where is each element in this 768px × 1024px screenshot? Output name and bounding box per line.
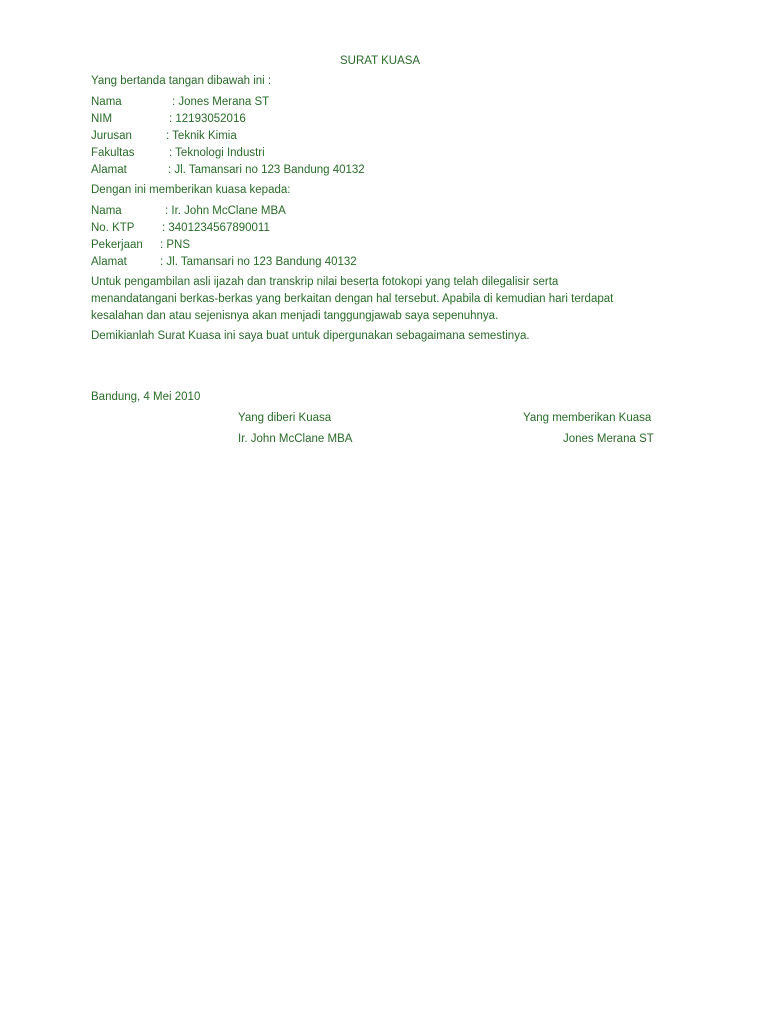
grantee-ktp-label: No. KTP <box>91 222 135 234</box>
grantor-fakultas-label: Fakultas <box>91 147 135 159</box>
purpose-line: Untuk pengambilan asli ijazah dan transkrip nilai beserta fotokopi yang telah dilegalisir serta <box>91 276 559 288</box>
grantee-ktp-value: : 3401234567890011 <box>162 222 270 234</box>
grantee-name-label: Nama <box>91 205 122 217</box>
grantor-jurusan-label: Jurusan <box>91 130 132 142</box>
grantee-pekerjaan-label: Pekerjaan <box>91 239 143 251</box>
purpose-line: menandatangani berkas-berkas yang berkaitan dengan hal tersebut. Apabila di kemudian hari terdapat <box>91 293 614 305</box>
grantee-alamat-value: : Jl. Tamansari no 123 Bandung 40132 <box>160 256 357 268</box>
closing-statement: Demikianlah Surat Kuasa ini saya buat untuk dipergunakan sebagaimana semestinya. <box>91 330 530 342</box>
grantor-alamat-label: Alamat <box>91 164 127 176</box>
grantor-name-value: : Jones Merana ST <box>172 96 270 108</box>
giver-heading: Yang memberikan Kuasa <box>523 412 652 424</box>
grantor-nim-value: : 12193052016 <box>169 113 246 125</box>
grantor-name-label: Nama <box>91 96 122 108</box>
intro-text: Yang bertanda tangan dibawah ini : <box>91 75 272 87</box>
grant-intro-text: Dengan ini memberikan kuasa kepada: <box>91 184 291 196</box>
receiver-name: Ir. John McClane MBA <box>238 433 353 445</box>
place-date: Bandung, 4 Mei 2010 <box>91 391 201 403</box>
grantor-jurusan-value: : Teknik Kimia <box>166 130 237 142</box>
receiver-heading: Yang diberi Kuasa <box>238 412 332 424</box>
grantor-nim-label: NIM <box>91 113 113 125</box>
grantee-name-value: : Ir. John McClane MBA <box>165 205 286 217</box>
purpose-line: kesalahan dan atau sejenisnya akan menjadi tanggungjawab saya sepenuhnya. <box>91 310 499 322</box>
document-title: SURAT KUASA <box>340 55 421 67</box>
grantor-fakultas-value: : Teknologi Industri <box>169 147 265 159</box>
grantee-pekerjaan-value: : PNS <box>160 239 191 251</box>
grantor-alamat-value: : Jl. Tamansari no 123 Bandung 40132 <box>168 164 365 176</box>
giver-name: Jones Merana ST <box>563 433 654 445</box>
grantee-alamat-label: Alamat <box>91 256 127 268</box>
